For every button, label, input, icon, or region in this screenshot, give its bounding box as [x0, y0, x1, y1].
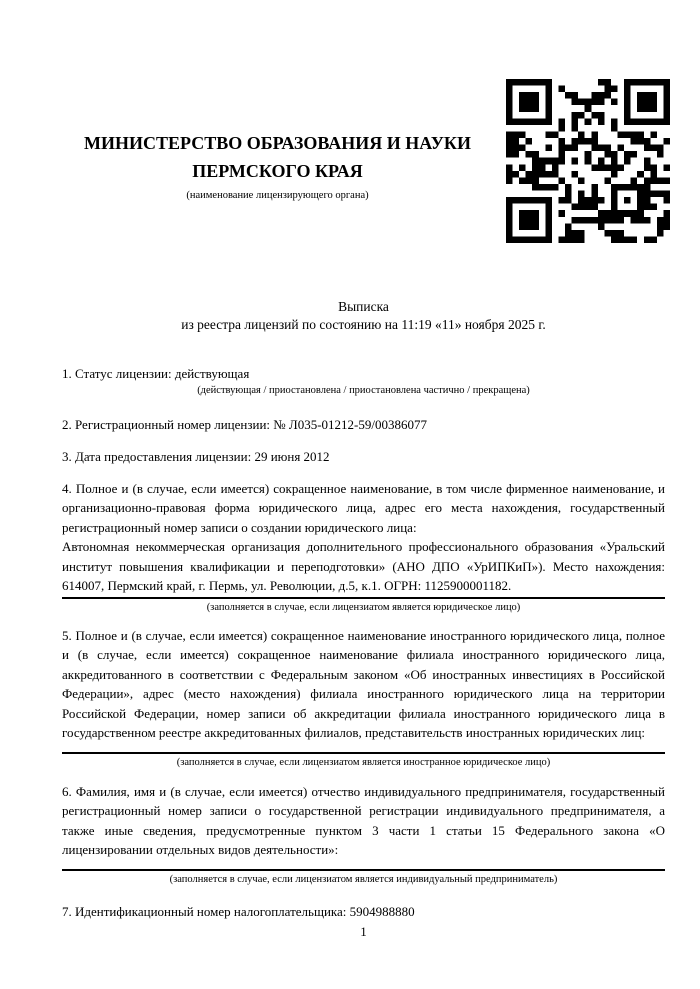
item-7-taxpayer-number: 7. Идентификационный номер налогоплательщика: 5904988880 [62, 903, 415, 919]
document-title [62, 298, 665, 333]
item-2-registration-number: 2. Регистрационный номер лицензии: № Л035-01212-59/00386077 [62, 416, 428, 432]
document-title-line2: из реестра лицензий по состоянию на 11:19 «11» ноября 2025 г. [181, 316, 546, 332]
qr-code [506, 79, 670, 243]
licensing-authority-header [55, 129, 500, 202]
ministry-name-line2: ПЕРМСКОГО КРАЯ [192, 161, 363, 181]
item-5-foreign-entity-label: 5. Полное и (в случае, если имеется) сокращенное наименование иностранного юридического лица, полное и (в случае, если имеется) сокращенное наименование филиала иностранного юридического лица, аккредитованного в соответствии с Федеральным законом «Об иностранных инвестициях в Российской Федерации», адрес (место нахождения) филиала иностранного юридического лица на территории Российской Федерации, номер записи об аккредитации филиала иностранного юридического лица в государственном реестре аккредитованных филиалов, представительств иностранных юридических лиц: [62, 627, 665, 740]
document-title-line1: Выписка [338, 299, 389, 314]
ministry-caption: (наименование лицензирующего органа) [186, 190, 369, 201]
document-body [62, 364, 665, 921]
item-6-caption: (заполняется в случае, если лицензиатом является индивидуальный предприниматель) [169, 873, 558, 885]
page-number: 1 [360, 924, 367, 939]
item-5-fill-rule [62, 752, 665, 754]
item-3-grant-date: 3. Дата предоставления лицензии: 29 июня 2012 [62, 449, 330, 464]
item-4-legal-entity [62, 479, 665, 596]
ministry-name-line1: МИНИСТЕРСТВО ОБРАЗОВАНИЯ И НАУКИ [84, 133, 471, 153]
item-6-fill-rule [62, 869, 665, 871]
item-4-value: Автономная некоммерческая организация дополнительного профессионального образования «Уральский институт повышения квалификации и переподготовки» (АНО ДПО «УрИПКиП»). Место нахождения: 614007, Пермский край, г. Пермь, ул. Революции, д.5, к.1. ОГРН: 1125900001182. [62, 539, 665, 593]
item-4-caption: (заполняется в случае, если лицензиатом является юридическое лицо) [206, 601, 521, 613]
item-4-fill-rule [62, 597, 665, 599]
item-1-caption: (действующая / приостановлена / приостановлена частично / прекращена) [197, 384, 530, 396]
item-4-label: 4. Полное и (в случае, если имеется) сокращенное наименование, в том числе фирменное наименование, и организационно-правовая форма юридического лица, адрес его места нахождения, государственный регистрационный номер записи о создании юридического лица: [62, 480, 665, 535]
ministry-name [55, 129, 500, 185]
item-1-license-status: 1. Статус лицензии: действующая [62, 366, 250, 381]
item-5-caption: (заполняется в случае, если лицензиатом является иностранное юридическое лицо) [176, 756, 551, 768]
item-6-individual-entrepreneur-label: 6. Фамилия, имя и (в случае, если имеется) отчество индивидуального предпринимателя, государственный регистрационный номер записи о государственной регистрации индивидуального предпринимателя, а также иные сведения, предусмотренные пунктом 3 части 1 статьи 15 Федерального закона «О лицензировании отдельных видов деятельности»: [62, 783, 665, 857]
